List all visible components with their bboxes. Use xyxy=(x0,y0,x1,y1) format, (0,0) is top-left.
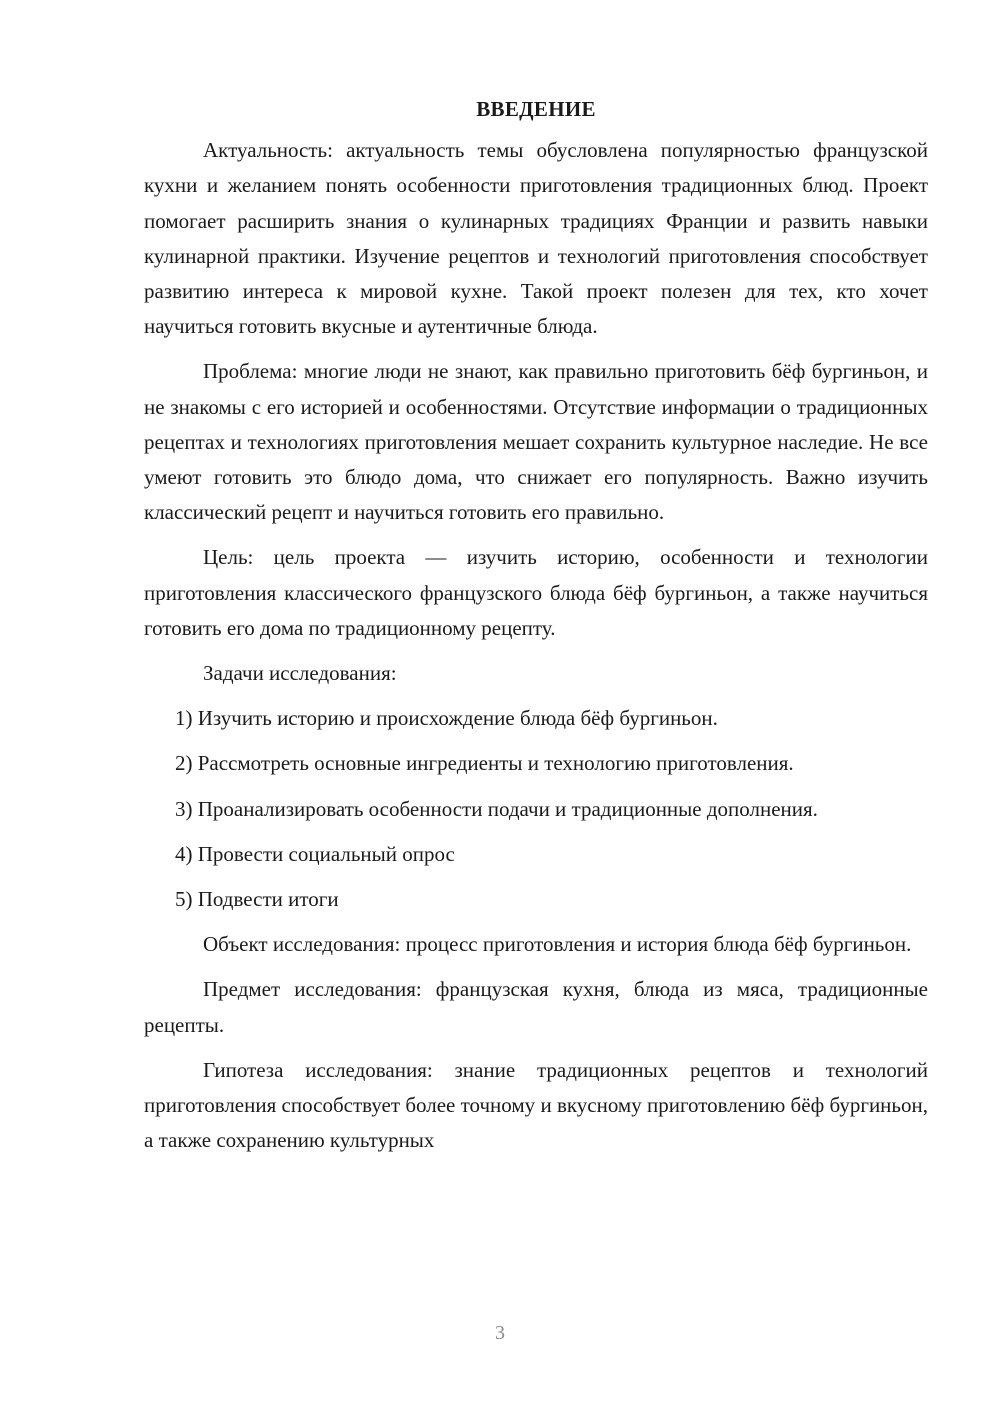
paragraph-subject: Предмет исследования: французская кухня, блюда из мяса, традиционные рецепты. xyxy=(144,977,928,1037)
page-number: 3 xyxy=(495,1322,505,1344)
paragraph-object: Объект исследования: процесс приготовления и история блюда бёф бургиньон. xyxy=(203,932,912,957)
task-item-3: 3) Проанализировать особенности подачи и традиционные дополнения. xyxy=(175,796,818,821)
task-item-4: 4) Провести социальный опрос xyxy=(175,841,455,866)
document-page xyxy=(144,92,928,1168)
task-item-5: 5) Подвести итоги xyxy=(175,887,339,912)
task-item-1: 1) Изучить историю и происхождение блюда бёф бургиньон. xyxy=(175,706,718,731)
section-title: ВВЕДЕНИЕ xyxy=(476,97,596,121)
paragraph-problem: Проблема: многие люди не знают, как правильно приготовить бёф бургиньон, и не знакомы с его историей и особенностями. Отсутствие информации о традиционных рецептах и технологиях приготовления мешает сохранить культурное наследие. Не все умеют готовить это блюдо дома, что снижает его популярность. Важно изучить классический рецепт и научиться готовить его правильно. xyxy=(144,359,928,525)
tasks-heading: Задачи исследования: xyxy=(203,661,397,686)
task-item-2: 2) Рассмотреть основные ингредиенты и технологию приготовления. xyxy=(175,751,794,776)
paragraph-goal: Цель: цель проекта — изучить историю, особенности и технологии приготовления классического французского блюда бёф бургиньон, а также научиться готовить его дома по традиционному рецепту. xyxy=(144,545,928,640)
paragraph-hypothesis: Гипотеза исследования: знание традиционных рецептов и технологий приготовления способствует более точному и вкусному приготовлению бёф бургиньон, а также сохранению культурных xyxy=(144,1057,928,1153)
paragraph-relevance: Актуальность: актуальность темы обусловлена популярностью французской кухни и желанием понять особенности приготовления традиционных блюд. Проект помогает расширить знания о кулинарных традициях Франции и развить навыки кулинарной практики. Изучение рецептов и технологий приготовления способствует развитию интереса к мировой кухне. Такой проект полезен для тех, кто хочет научиться готовить вкусные и аутентичные блюда. xyxy=(144,138,928,339)
